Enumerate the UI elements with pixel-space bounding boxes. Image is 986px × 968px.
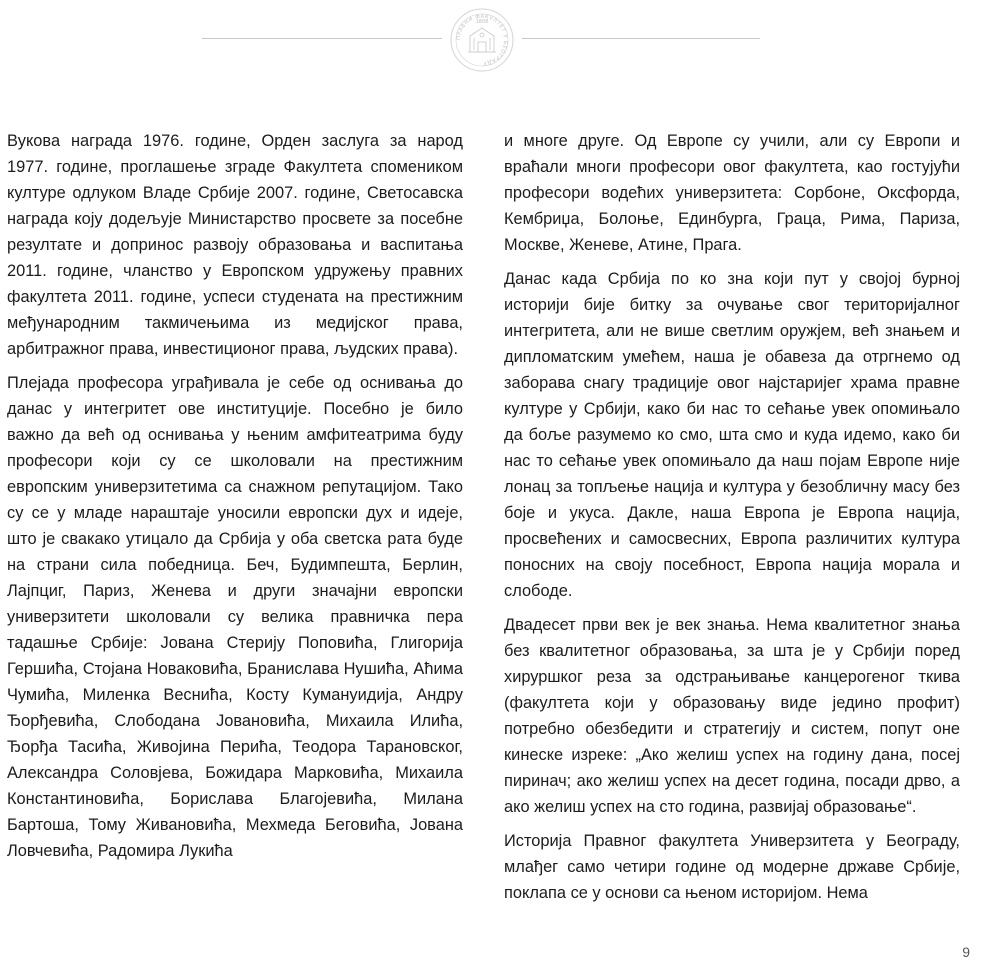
left-paragraph-2: Плејада професора уграђивала је себе од оснивања до данас у интегритет ове институције. Посебно је било важно да већ од оснивања у њеним амфитеатрима буду професори који су се школовали на престижним европским универзитетима са снажном репутацијом. Тако су се у младе нараштаје уносили европски дух и идеје, што је свакако утицало да Србија у оба светска рата буде на страни сила победница. Беч, Будимпешта, Берлин, Лајпциг, Париз, Женева и други значајни европски универзитети школовали су велика правничка пера тадашње Србије: Јована Стерију Поповића, Глигорија Гершића, Стојана Новаковића, Бранислава Нушића, Аћима Чумића, Миленка Веснића, Косту Кумануидија, Андру Ђорђевића, Слободана Јовановића, Михаила Илића, Ђорђа Тасића, Живојина Перића, Теодора Тарановског, Александра Соловјева, Божидара Марковића, Михаила Константиновића, Бориславa Благојевића, Милана Бартоша, Тому Живановића, Мехмеда Беговића, Јована Ловчевића, Радомира Лукића: [7, 374, 463, 860]
seal-year: 1808: [475, 19, 489, 25]
right-paragraph-1: и многе друге. Од Европе су учили, али су Европи и враћали многи професори овог факултета, као гостујући професори водећих универзитета: Сорбоне, Оксфорда, Кембриџа, Болоње, Единбурга, Граца, Рима, Париза, Москве, Женеве, Атине, Прага.: [504, 132, 960, 254]
right-paragraph-2: Данас када Србија по ко зна који пут у својој бурној историји бије битку за очување свог територијалног интегритета, али не више светлим оружјем, већ знањем и дипломатским умећем, наша је обавеза да отргнемо од заборава снагу традиције овог најстаријег храма правне културе у Србији, како би нас то сећање увек опомињало да боље разумемо ко смо, шта смо и куда идемо, како би нас то сећање увек опомињало да наш појам Европе није лонац за топљење нација и култура у безобличну масу без боје и укуса. Дакле, наша Европа је Европа нација, просвећених и самосвесних, Европа различитих култура поносних на своју посебност, Европа нација морала и слободе.: [504, 270, 960, 600]
seal-text: ПРАВНИ ФАКУЛТЕТ У БЕОГРАДУ: [455, 13, 509, 67]
right-paragraph-3: Двадесет први век је век знања. Нема квалитетног знања без квалитетног образовања, за шта је у Србији поред хируршког реза за одстрањивање канцерогеног ткива (факултета који у образовању виде једино профит) потребно обезбедити и стратегију и систем, попут оне кинеске изреке: „Ако желиш успех на годину дана, посеј пиринач; ако желиш успех на десет година, посади дрво, а ако желиш успех на сто година, развијај образовање“.: [504, 616, 960, 816]
header-rule-left: [202, 38, 442, 39]
right-column: [504, 128, 960, 914]
right-paragraph-4: Историја Правног факултета Универзитета у Београду, млађег само четири године од модерне државе Србије, поклапа се у основи са њеном историјом. Нема: [504, 832, 960, 902]
left-paragraph-1: Вукова награда 1976. године, Орден заслуга за народ 1977. године, проглашење зграде Факултета спомеником културе одлуком Владе Србије 2007. године, Светосавска награда коју додељује Министарство просвете за посебне резултате и допринос развоју образовања и васпитања 2011. године, чланство у Европском удружењу правних факултета 2011. године, успеси студената на престижним међународним такмичењима из медијског права, арбитражног права, инвестиционог права, људских права).: [7, 132, 463, 358]
left-column: [7, 128, 463, 872]
faculty-seal-logo: [448, 6, 516, 74]
page-number: 9: [962, 944, 970, 960]
header-rule-right: [522, 38, 760, 39]
